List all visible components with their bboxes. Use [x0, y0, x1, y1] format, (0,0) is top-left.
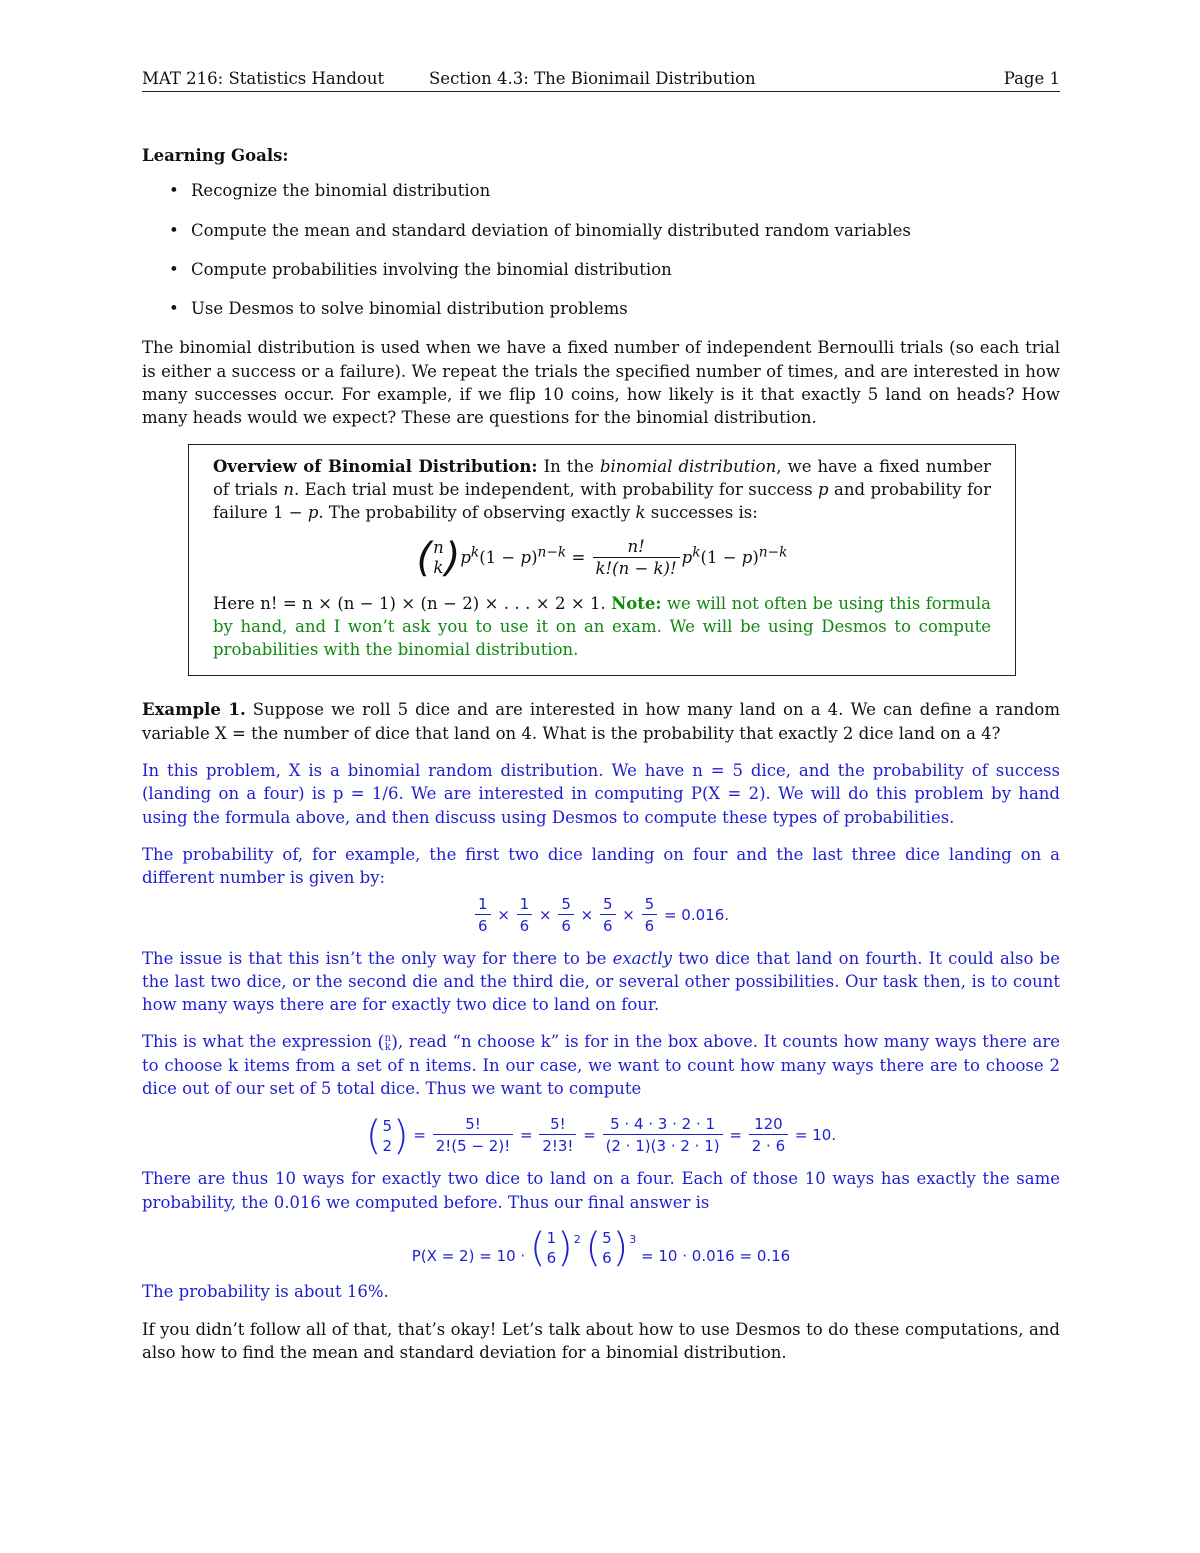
overview-fragment: and probability for failure 1 −	[213, 479, 991, 523]
overview-fragment: , we have a fixed number of trials	[213, 456, 991, 499]
course-title: MAT 216: Statistics Handout	[142, 69, 385, 88]
overview-box	[188, 444, 1016, 677]
inline-binomial: ( n k )	[377, 1031, 399, 1053]
equation-rhs: = 10 · 0.016 = 0.16	[641, 1246, 791, 1265]
solution-paragraph: The probability of, for example, the first two dice landing on four and the last three dice landing on a different number is given by:	[142, 844, 1060, 888]
example-question	[142, 698, 1060, 745]
overview-fragment: p	[818, 479, 829, 499]
equation-result: = 10.	[794, 1126, 837, 1145]
list-item: • Recognize the binomial distribution	[142, 179, 1060, 202]
overview-fragment: successes is:	[645, 503, 758, 523]
solution-paragraph	[142, 1030, 1060, 1100]
paragraph-fragment: two dice that land on fourth. It could also be the last two dice, or the second die and the third die, or several other possibilities. Our task then, is to count how many ways there are for exactly two dice to land on four.	[142, 948, 1061, 1015]
learning-goals-heading: Learning Goals:	[142, 146, 289, 165]
combination-equation: ( 5 2 ) = $\frac{5!}{2!(5 - 2)!}$ = $\frac{5!}{2!3!}$ = $\frac{5 \cdot 4 \cdot 3 \cdot 2 \cdot 1}{(2 \cdot 1)(3 \cdot 2 \cdot 1)}$ = $\frac{120}{2 \cdot 6}$ = 10.	[365, 1112, 837, 1159]
list-item: • Compute probabilities involving the binomial distribution	[142, 258, 1060, 281]
solution-paragraph: In this problem, X is a binomial random distribution. We have n = 5 dice, and the probability of success (landing on a four) is p = 1/6. We are interested in computing P(X = 2). We will do this problem by hand using the formula above, and then discuss using Desmos to compute these types of probabilities.	[142, 761, 1060, 827]
paragraph-fragment: , read “n choose k” is for in the box above. It counts how many ways there are to choose k items from a set of n items. In our case, we want to count how many ways there are to choose 2 dice out of our set of 5 total dice. Thus we want to compute	[142, 1032, 1060, 1099]
learning-goals-list	[142, 179, 1060, 320]
solution-paragraph	[142, 947, 1060, 1017]
overview-text	[213, 455, 991, 525]
overview-fragment: p	[307, 503, 319, 523]
probability-product-equation: $\frac{1}{6}$ × $\frac{1}{6}$ × $\frac{5}{6}$ × $\frac{5}{6}$ × $\frac{5}{6}$ = 0.016.	[142, 894, 1060, 937]
overview-note	[213, 592, 991, 662]
equation-lhs: P(X = 2) = 10 ·	[411, 1246, 526, 1265]
overview-fragment: n	[283, 479, 294, 499]
equation-result: = 0.016.	[663, 905, 729, 924]
overview-fragment: k	[635, 503, 646, 523]
overview-fragment: binomial distribution	[599, 456, 777, 476]
final-answer-equation: P(X = 2) = 10 · ( 1 6 ) $^2$ ( 5 6 ) $^3$ = 10 · 0.016 = 0.16	[411, 1224, 791, 1271]
main-content	[142, 144, 1060, 1378]
solution-conclusion: The probability is about 16%.	[142, 1282, 389, 1302]
example-question-text: Suppose we roll 5 dice and are interested in how many land on a 4. We can define a random variable X = the number of dice that land on 4. What is the probability that exactly 2 dice land on a 4?	[142, 700, 1061, 743]
running-header	[142, 67, 1060, 92]
closing-paragraph: If you didn’t follow all of that, that’s okay! Let’s talk about how to use Desmos to do these computations, and also how to find the mean and standard deviation for a binomial distribution.	[142, 1319, 1060, 1362]
overview-fragment: In the	[537, 456, 600, 476]
example-label: Example 1.	[142, 700, 246, 720]
note-label: Note:	[611, 593, 662, 613]
paragraph-fragment: The issue is that this isn’t the only way for there to be	[142, 948, 613, 968]
page-number: Page 1	[1003, 69, 1060, 88]
factorial-definition: Here n! = n × (n − 1) × (n − 2) × . . . × 2 × 1.	[213, 593, 606, 613]
solution-paragraph: There are thus 10 ways for exactly two dice to land on a four. Each of those 10 ways has exactly the same probability, the 0.016 we computed before. Thus our final answer is	[142, 1169, 1060, 1212]
overview-title: Overview of Binomial Distribution:	[213, 456, 538, 476]
intro-paragraph: The binomial distribution is used when we have a fixed number of independent Bernoulli trials (so each trial is either a success or a failure). We repeat the trials the specified number of times, and are interested in how many successes occur. For example, if we flip 10 coins, how likely is it that exactly 5 land on heads? How many heads would we expect? These are questions for the binomial distribution.	[142, 338, 1060, 428]
overview-fragment: . Each trial must be independent, with probability for success	[293, 479, 818, 499]
binomial-formula: ( n k ) $p^k(1 - p)^{n-k}$ = $\frac{n!}{k!(n - k)!}$ $p^k(1 - p)^{n-k}$	[416, 535, 788, 582]
overview-fragment: . The probability of observing exactly	[318, 503, 636, 523]
section-title: Section 4.3: The Bionimail Distribution	[429, 69, 756, 88]
paragraph-fragment: This is what the expression	[142, 1032, 378, 1052]
list-item: • Compute the mean and standard deviation of binomially distributed random variables	[142, 219, 1060, 242]
paragraph-fragment: exactly	[612, 948, 672, 968]
list-item: • Use Desmos to solve binomial distribution problems	[142, 297, 1060, 320]
note-text: we will not often be using this formula by hand, and I won’t ask you to use it on an exam. We will be using Desmos to compute probabilities with the binomial distribution.	[213, 593, 992, 660]
